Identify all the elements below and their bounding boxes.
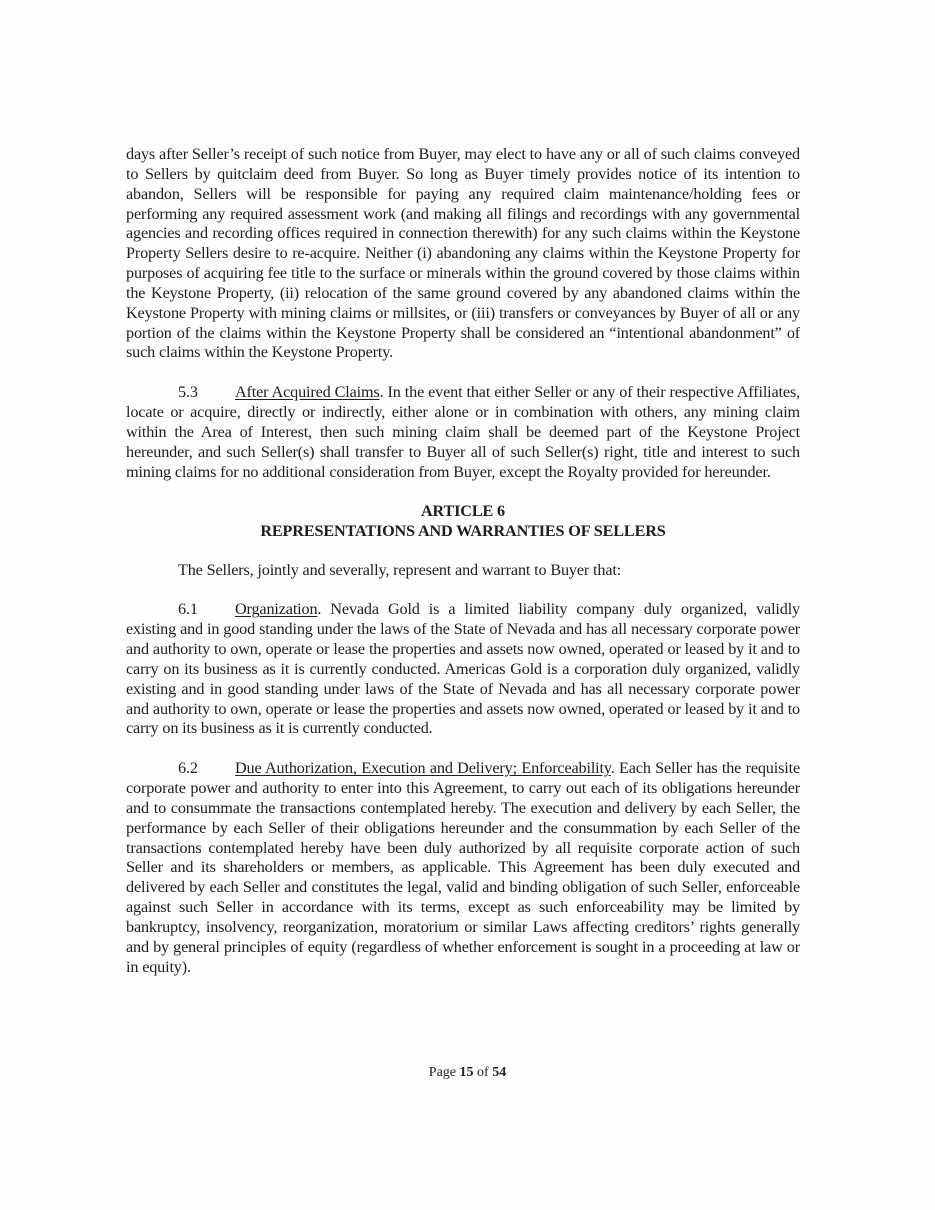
article-intro: The Sellers, jointly and severally, represent and warrant to Buyer that: [178, 560, 622, 579]
article-title: REPRESENTATIONS AND WARRANTIES OF SELLERS [260, 521, 666, 540]
section-number: 5.3 [178, 383, 198, 402]
section-number: 6.1 [178, 600, 198, 619]
section-heading: After Acquired Claims [235, 383, 380, 402]
section-body: . In the event that either Seller or any of their respective Affiliates, locate or acquire, directly or indirectly, either alone or in combination with others, any mining claim within the Area of Interest, then such mining claim shall be deemed part of the Keystone Project hereunder, and such Seller(s) shall transfer to Buyer all of such Seller(s) right, title and interest to such mining claims for no additional consideration from Buyer, except the Royalty provided for hereunder. [126, 383, 800, 481]
continuation-paragraph: days after Seller’s receipt of such notice from Buyer, may elect to have any or all of such claims conveyed to Sellers by quitclaim deed from Buyer. So long as Buyer timely provides notice of its intention to abandon, Sellers will be responsible for paying any required claim maintenance/holding fees or performing any required assessment work (and making all filings and recordings with any governmental agencies and recording offices required in connection therewith) for any such claims within the Keystone Property Sellers desire to re-acquire. Neither (i) abandoning any claims within the Keystone Property for purposes of acquiring fee title to the surface or minerals within the ground covered by those claims within the Keystone Property, (ii) relocation of the same ground covered by any abandoned claims within the Keystone Property with mining claims or millsites, or (iii) transfers or conveyances by Buyer of all or any portion of the claims within the Keystone Property shall be considered an “intentional abandonment” of such claims within the Keystone Property. [126, 145, 800, 362]
page-label: Page [428, 1065, 460, 1080]
section-body: . Nevada Gold is a limited liability company duly organized, validly existing and in good standing under the laws of the State of Nevada and has all necessary corporate power and authority to own, operate or lease the properties and assets now owned, operated or leased by it and to carry on its business as it is currently conducted. Americas Gold is a corporation duly organized, validly existing and in good standing under laws of the State of Nevada and has all necessary corporate power and authority to own, operate or lease the properties and assets now owned, operated or leased by it and to carry on its business as it is currently conducted. [126, 600, 800, 738]
section-body: . Each Seller has the requisite corporate power and authority to enter into this Agreement, to carry out each of its obligations hereunder and to consummate the transactions contemplated hereby. The execution and delivery by each Seller, the performance by each Seller of their obligations hereunder and the consummation by each Seller of the transactions contemplated hereby have been duly authorized by all requisite corporate action of such Seller and its shareholders or members, as applicable. This Agreement has been duly executed and delivered by each Seller and constitutes the legal, valid and binding obligation of such Seller, enforceable against such Seller in accordance with its terms, except as such enforceability may be limited by bankruptcy, insolvency, reorganization, moratorium or similar Laws affecting creditors’ rights generally and by general principles of equity (regardless of whether enforcement is sought in a proceeding at law or in equity). [126, 759, 800, 976]
article-number: ARTICLE 6 [421, 501, 505, 520]
article-heading [126, 501, 800, 541]
total-pages: 54 [492, 1065, 507, 1080]
section-number: 6.2 [178, 759, 198, 778]
section-heading: Organization [235, 600, 318, 619]
section-heading: Due Authorization, Execution and Delivery; Enforceability [235, 759, 611, 778]
page-body [126, 145, 800, 978]
section-6-2 [126, 759, 800, 977]
current-page-number: 15 [459, 1065, 474, 1080]
section-6-1 [126, 600, 800, 739]
section-5-3 [126, 383, 800, 482]
page-footer [0, 1065, 935, 1081]
page-separator: of [473, 1065, 493, 1080]
